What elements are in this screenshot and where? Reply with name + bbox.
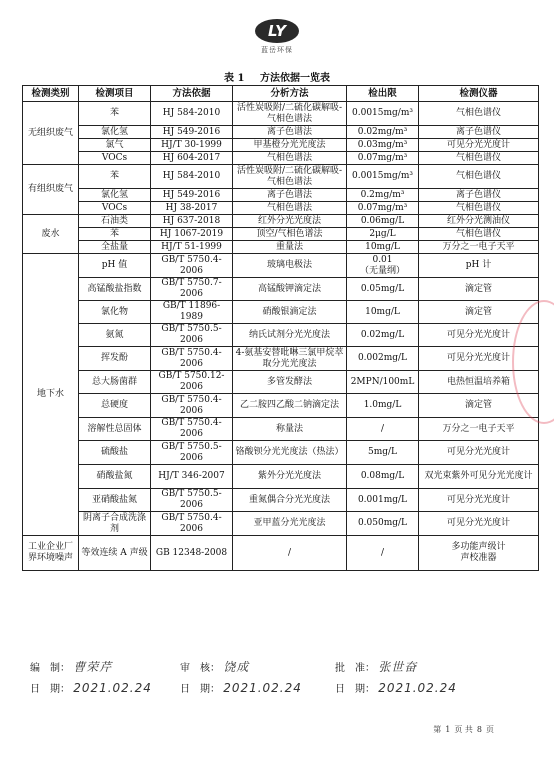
item-cell: 氯气 (79, 139, 151, 152)
method-cell: 纳氏试剂分光光度法 (233, 324, 347, 347)
category-cell: 废水 (23, 215, 79, 254)
limit-cell: 0.001mg/L (347, 489, 419, 512)
instrument-cell: 滴定管 (419, 278, 539, 301)
instrument-cell: 气相色谱仪 (419, 165, 539, 189)
item-cell: pH 值 (79, 254, 151, 278)
instrument-cell: 离子色谱仪 (419, 189, 539, 202)
table-title (0, 69, 554, 84)
standard-cell: GB/T 5750.5-2006 (151, 489, 233, 512)
limit-cell: 0.002mg/L (347, 347, 419, 371)
table-header-row (23, 86, 539, 102)
standard-cell: GB/T 5750.5-2006 (151, 324, 233, 347)
instrument-cell: 滴定管 (419, 301, 539, 324)
limit-cell: 0.02mg/m³ (347, 126, 419, 139)
table-row (23, 215, 539, 228)
method-cell: 紫外分光光度法 (233, 465, 347, 489)
method-cell: 4-氨基安替吡啉三氯甲烷萃取分光光度法 (233, 347, 347, 371)
page-footer (429, 724, 494, 735)
table-row (23, 241, 539, 254)
table-row (23, 126, 539, 139)
item-cell: 硝酸盐氮 (79, 465, 151, 489)
table-row (23, 465, 539, 489)
standard-cell: HJ 1067-2019 (151, 228, 233, 241)
table-row (23, 189, 539, 202)
prepared-label: 编 制： (30, 663, 70, 674)
category-cell: 工业企业厂界环境噪声 (23, 536, 79, 571)
approved-signature: 张世奋 (378, 660, 418, 674)
method-cell: 铬酸钡分光光度法（热法） (233, 441, 347, 465)
table-row (23, 139, 539, 152)
col-instrument: 检测仪器 (419, 86, 539, 102)
limit-cell: 0.07mg/m³ (347, 152, 419, 165)
page-number: 1 (445, 725, 451, 734)
item-cell: 总大肠菌群 (79, 371, 151, 394)
company-logo (242, 18, 312, 55)
table-row (23, 102, 539, 126)
item-cell: 总硬度 (79, 394, 151, 418)
method-cell: 乙二胺四乙酸二钠滴定法 (233, 394, 347, 418)
method-cell: / (233, 536, 347, 571)
prepared-date-value: 2021.02.24 (73, 681, 152, 695)
item-cell: 挥发酚 (79, 347, 151, 371)
page-total: 8 (476, 725, 482, 734)
standard-cell: GB/T 5750.5-2006 (151, 441, 233, 465)
limit-cell: 0.0015mg/m³ (347, 102, 419, 126)
page-prefix: 第 (433, 725, 442, 734)
table-row (23, 347, 539, 371)
date-row (30, 680, 510, 700)
prepared-signature: 曹荣芹 (73, 660, 113, 674)
limit-cell: 0.03mg/m³ (347, 139, 419, 152)
date-label: 日 期： (30, 684, 70, 695)
limit-cell: 0.0015mg/m³ (347, 165, 419, 189)
standard-cell: HJ/T 346-2007 (151, 465, 233, 489)
instrument-cell: 气相色谱仪 (419, 102, 539, 126)
col-limit: 检出限 (347, 86, 419, 102)
item-cell: 石油类 (79, 215, 151, 228)
reviewed-label: 审 核： (180, 663, 220, 674)
limit-cell: 0.2mg/m³ (347, 189, 419, 202)
logo-emblem-icon (254, 18, 300, 44)
standard-cell: HJ 637-2018 (151, 215, 233, 228)
table-row (23, 418, 539, 441)
standard-cell: HJ 584-2010 (151, 102, 233, 126)
reviewed-by (180, 658, 249, 675)
method-cell: 重量法 (233, 241, 347, 254)
col-item: 检测项目 (79, 86, 151, 102)
standard-cell: GB/T 5750.7-2006 (151, 278, 233, 301)
table-row (23, 371, 539, 394)
method-cell: 亚甲蓝分光光度法 (233, 512, 347, 536)
standard-cell: HJ 549-2016 (151, 189, 233, 202)
item-cell: 苯 (79, 228, 151, 241)
table-row (23, 394, 539, 418)
limit-cell: 0.02mg/L (347, 324, 419, 347)
standard-cell: GB 12348-2008 (151, 536, 233, 571)
limit-cell: 0.08mg/L (347, 465, 419, 489)
reviewed-date-value: 2021.02.24 (223, 681, 302, 695)
approved-label: 批 准： (335, 663, 375, 674)
standard-cell: HJ 604-2017 (151, 152, 233, 165)
limit-cell: 10mg/L (347, 241, 419, 254)
approved-date-value: 2021.02.24 (378, 681, 457, 695)
instrument-cell: 可见分光光度计 (419, 347, 539, 371)
standard-cell: GB/T 5750.12-2006 (151, 371, 233, 394)
prepared-date (30, 680, 152, 695)
instrument-cell: 滴定管 (419, 394, 539, 418)
instrument-cell: 可见分光光度计 (419, 512, 539, 536)
category-cell: 有组织废气 (23, 165, 79, 215)
category-cell: 地下水 (23, 254, 79, 536)
limit-cell: / (347, 418, 419, 441)
method-cell: 高锰酸钾滴定法 (233, 278, 347, 301)
reviewed-date (180, 680, 302, 695)
instrument-cell: 可见分光光度计 (419, 139, 539, 152)
item-cell: 苯 (79, 165, 151, 189)
item-cell: 氨氮 (79, 324, 151, 347)
item-cell: 全盐量 (79, 241, 151, 254)
signer-row (30, 658, 510, 678)
instrument-cell: 气相色谱仪 (419, 202, 539, 215)
item-cell: 亚硝酸盐氮 (79, 489, 151, 512)
instrument-cell: 红外分光测油仪 (419, 215, 539, 228)
instrument-cell: 可见分光光度计 (419, 324, 539, 347)
item-cell: 氯化氢 (79, 189, 151, 202)
instrument-cell: 离子色谱仪 (419, 126, 539, 139)
instrument-cell: pH 计 (419, 254, 539, 278)
item-cell: 氯化氢 (79, 126, 151, 139)
col-category: 检测类别 (23, 86, 79, 102)
standard-cell: GB/T 5750.4-2006 (151, 512, 233, 536)
method-cell: 离子色谱法 (233, 189, 347, 202)
reviewed-signature: 饶成 (223, 660, 250, 674)
limit-cell: / (347, 536, 419, 571)
table-row (23, 489, 539, 512)
category-cell: 无组织废气 (23, 102, 79, 165)
method-cell: 红外分光光度法 (233, 215, 347, 228)
instrument-cell: 电热恒温培养箱 (419, 371, 539, 394)
item-cell: 等效连续 A 声级 (79, 536, 151, 571)
instrument-cell: 气相色谱仪 (419, 152, 539, 165)
method-cell: 活性炭吸附/二硫化碳解吸-气相色谱法 (233, 102, 347, 126)
limit-cell: 1.0mg/L (347, 394, 419, 418)
page-mid: 页 共 (454, 725, 473, 734)
col-method: 分析方法 (233, 86, 347, 102)
table-row (23, 254, 539, 278)
method-cell: 重氮偶合分光光度法 (233, 489, 347, 512)
date-label: 日 期： (335, 684, 375, 695)
standard-cell: HJ/T 51-1999 (151, 241, 233, 254)
table-row (23, 301, 539, 324)
limit-cell: 0.01 （无量纲） (347, 254, 419, 278)
table-row (23, 202, 539, 215)
standard-cell: HJ/T 30-1999 (151, 139, 233, 152)
table-row (23, 165, 539, 189)
instrument-cell: 万分之一电子天平 (419, 241, 539, 254)
page-suffix: 页 (486, 725, 494, 734)
table-row (23, 441, 539, 465)
method-cell: 气相色谱法 (233, 202, 347, 215)
col-standard: 方法依据 (151, 86, 233, 102)
standard-cell: GB/T 11896-1989 (151, 301, 233, 324)
approved-date (335, 680, 457, 695)
instrument-cell: 气相色谱仪 (419, 228, 539, 241)
table-row (23, 278, 539, 301)
limit-cell: 0.07mg/m³ (347, 202, 419, 215)
method-cell: 离子色谱法 (233, 126, 347, 139)
logo-caption: 蓝岳环保 (261, 46, 293, 54)
limit-cell: 10mg/L (347, 301, 419, 324)
item-cell: 苯 (79, 102, 151, 126)
standard-cell: HJ 584-2010 (151, 165, 233, 189)
logo-letters: LY (267, 22, 287, 40)
table-row (23, 512, 539, 536)
standard-cell: GB/T 5750.4-2006 (151, 394, 233, 418)
table-title-text: 方法依据一览表 (259, 73, 330, 84)
method-cell: 活性炭吸附/二硫化碳解吸-气相色谱法 (233, 165, 347, 189)
method-cell: 甲基橙分光光度法 (233, 139, 347, 152)
prepared-by (30, 658, 112, 675)
table-row (23, 152, 539, 165)
instrument-cell: 多功能声级计 声校准器 (419, 536, 539, 571)
limit-cell: 2MPN/100mL (347, 371, 419, 394)
standard-cell: HJ 38-2017 (151, 202, 233, 215)
limit-cell: 5mg/L (347, 441, 419, 465)
table-number: 表 1 (224, 73, 245, 84)
date-label: 日 期： (180, 684, 220, 695)
table-row (23, 324, 539, 347)
method-cell: 顶空/气相色谱法 (233, 228, 347, 241)
item-cell: 氯化物 (79, 301, 151, 324)
method-cell: 玻璃电极法 (233, 254, 347, 278)
standard-cell: HJ 549-2016 (151, 126, 233, 139)
item-cell: VOCs (79, 152, 151, 165)
standard-cell: GB/T 5750.4-2006 (151, 254, 233, 278)
table-row (23, 536, 539, 571)
limit-cell: 0.05mg/L (347, 278, 419, 301)
limit-cell: 0.050mg/L (347, 512, 419, 536)
item-cell: 阴离子合成洗涤剂 (79, 512, 151, 536)
method-table (22, 85, 539, 571)
standard-cell: GB/T 5750.4-2006 (151, 347, 233, 371)
item-cell: VOCs (79, 202, 151, 215)
limit-cell: 0.06mg/L (347, 215, 419, 228)
method-cell: 称量法 (233, 418, 347, 441)
limit-cell: 2μg/L (347, 228, 419, 241)
item-cell: 硫酸盐 (79, 441, 151, 465)
instrument-cell: 可见分光光度计 (419, 489, 539, 512)
instrument-cell: 万分之一电子天平 (419, 418, 539, 441)
item-cell: 溶解性总固体 (79, 418, 151, 441)
method-cell: 硝酸银滴定法 (233, 301, 347, 324)
method-cell: 气相色谱法 (233, 152, 347, 165)
instrument-cell: 可见分光光度计 (419, 441, 539, 465)
table-row (23, 228, 539, 241)
item-cell: 高锰酸盐指数 (79, 278, 151, 301)
instrument-cell: 双光束紫外可见分光光度计 (419, 465, 539, 489)
standard-cell: GB/T 5750.4-2006 (151, 418, 233, 441)
approved-by (335, 658, 417, 675)
method-cell: 多管发酵法 (233, 371, 347, 394)
